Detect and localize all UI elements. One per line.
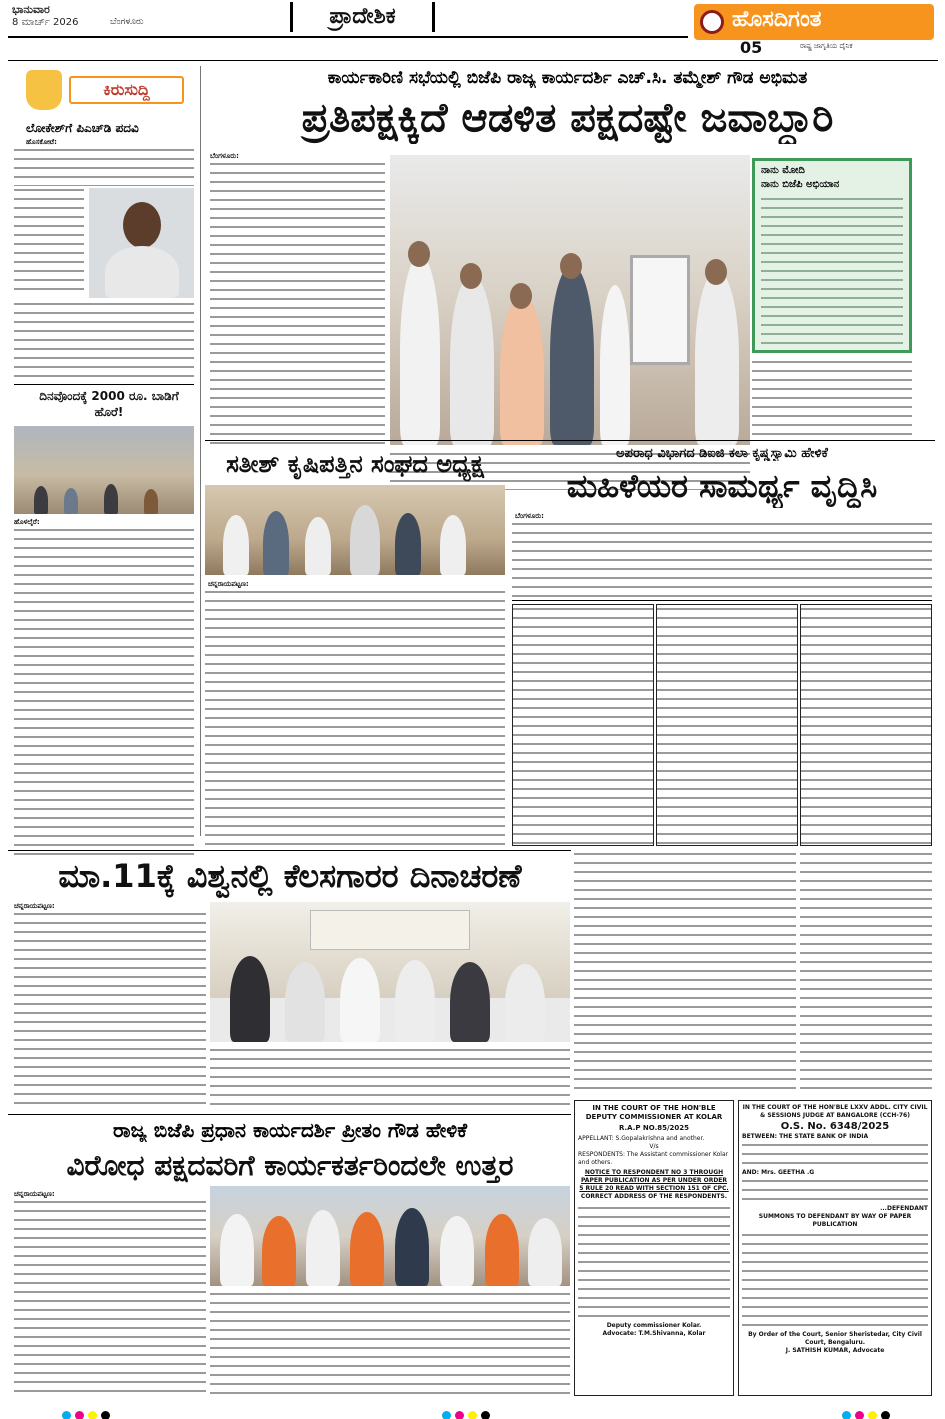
brief1-text-side [14,186,84,296]
story5-top-rule [8,1114,571,1115]
ad1-advocate: Advocate: T.M.Shivanna, Kolar [602,1330,706,1337]
brief1-title: ಲೋಕೇಶ್‌ಗೆ ಪಿಎಚ್‌ಡಿ ಪದವಿ [26,121,139,135]
story4-photo [210,902,570,1042]
hand-icon [26,70,62,110]
briefs-column [14,66,196,854]
story5-kicker: ರಾಜ್ಯ ಬಿಜೆಪಿ ಪ್ರಧಾನ ಕಾರ್ಯದರ್ಶಿ ಪ್ರೀತಂ ಗೌಡ ಹೇಳಿಕೆ [112,1118,468,1142]
story5-text-col2 [210,1290,570,1398]
ad1-case: R.A.P NO.85/2025 [618,1124,690,1132]
ad1-address: CORRECT ADDRESS OF THE RESPONDENTS. [580,1193,728,1200]
story4-dateline: ಚನ್ನರಾಯಪಟ್ಟಣ: [14,902,55,910]
ad1-footer: Deputy commissioner Kolar. [606,1322,702,1329]
lead-text-col1 [210,160,385,445]
legal-notice-3 [800,604,932,846]
court-notice-bangalore [738,1100,932,1396]
story3-text [512,520,932,598]
story5-photo [210,1186,570,1286]
brief2-text [14,526,194,856]
lead-bottom-rule [205,440,935,441]
issue-day: ಭಾನುವಾರ [12,3,50,16]
brief2-title: ದಿನವೊಂದಕ್ಕೆ 2000 ರೂ. ಬಾಡಿಗೆ ಹೊರೆ! [39,389,179,419]
brief1-text-2 [14,300,194,382]
registration-marks-center [440,1405,492,1419]
brief1-dateline: ಹೊಸಕೋಟೆ: [26,138,57,146]
ad2-body [742,1231,928,1331]
brand-tagline: ರಾಷ್ಟ್ರ ಜಾಗೃತಿಯ ದೈನಿಕ [800,42,853,50]
registration-marks-right [840,1405,892,1419]
lead-dateline: ಬೆಂಗಳೂರು: [210,152,239,160]
header-rule-bottom [8,60,938,61]
story3-dateline: ಬೆಂಗಳೂರು: [515,512,544,520]
ad2-between: BETWEEN: THE STATE BANK OF INDIA [742,1133,869,1140]
page-number: 05 [740,38,763,57]
issue-date: 8 ಮಾರ್ಚ್ 2026 [12,17,79,28]
briefs-label: ಕಿರುಸುದ್ದಿ [69,76,184,104]
ad2-case: O.S. No. 6348/2025 [780,1121,890,1132]
briefs-badge [14,66,194,116]
registration-marks-left [60,1405,112,1419]
ad2-order: By Order of the Court, Senior Sheristedar, City Civil Court, Bengaluru. [748,1331,922,1346]
legal-notice-1 [512,604,654,846]
brief-divider [14,384,194,385]
brief2-dateline: ಹೊಳಲ್ಕೆರೆ: [14,518,40,526]
lead-text-col3 [752,358,912,438]
story2-text [205,588,505,846]
lead-headline: ಪ್ರತಿಪಕ್ಷಕ್ಕಿದೆ ಆಡಳಿತ ಪಕ್ಷದಷ್ಟೇ ಜವಾಬ್ದಾರಿ [301,95,834,141]
ad2-defendant-address [742,1177,928,1205]
ad2-plaintiff [742,1141,928,1169]
legal-notice-2 [656,604,798,846]
ad2-and: AND: Mrs. GEETHA .G [742,1169,815,1176]
lead-photo [390,155,750,445]
story2-dateline: ಚನ್ನರಾಯಪಟ್ಟಣ: [208,580,249,588]
lead-kicker: ಕಾರ್ಯಕಾರಿಣಿ ಸಭೆಯಲ್ಲಿ ಬಿಜೆಪಿ ರಾಜ್ಯ ಕಾರ್ಯದರ್ಶಿ ಎಚ್.ಸಿ. ತಮ್ಮೇಶ್ ಗೌಡ ಅಭಿಮತ [327,68,808,88]
court-notice-kolar [574,1100,734,1396]
ad1-respondents: RESPONDENTS: The Assistant commissioner Kolar and others. [578,1151,729,1166]
lamp-icon [700,10,724,34]
brand-logo [694,4,934,40]
brief1-text [14,146,194,186]
portrait-frame [630,255,690,365]
banner [310,910,470,950]
brand-name: ಹೊಸದಿಗಂತ [732,6,822,32]
story2-photo [205,485,505,575]
story5-dateline: ಚನ್ನರಾಯಪಟ್ಟಣ: [14,1190,55,1198]
sidebox [752,158,912,353]
ad1-title: IN THE COURT OF THE HON'BLE DEPUTY COMMISSIONER AT KOLAR [585,1104,723,1121]
ad2-title: IN THE COURT OF THE HON'BLE LXXV ADDL. CITY CIVIL & SESSIONS JUDGE AT BANGALORE (CCH-76) [742,1104,928,1119]
sidebox-line2: ನಾನು ಬಿಜೆಪಿ ಅಭಿಯಾನ [761,179,840,190]
story3-kicker: ಅಪರಾಧ ವಿಭಾಗದ ಡಿಐಜಿ ಕಲಾ ಕೃಷ್ಣಸ್ವಾಮಿ ಹೇಳಿಕೆ [616,446,828,461]
issue-city: ಬೆಂಗಳೂರು [110,17,144,27]
story4-top-rule [8,850,571,851]
story5-text-col1 [14,1198,206,1398]
column-divider [200,66,201,836]
ad1-vs: V/s [649,1143,659,1150]
ad1-notice: NOTICE TO RESPONDENT NO 3 THROUGH PAPER PUBLICATION AS PER UNDER ORDER 5 RULE 20 READ WITH SECTION 151 OF CPC. [579,1169,729,1192]
story4-headline: ಮಾ.11ಕ್ಕೆ ವಿಶ್ವನಲ್ಲಿ ಕೆಲಸಗಾರರ ದಿನಾಚರಣೆ [58,857,522,895]
sidebox-line1: ನಾನು ಮೋದಿ [761,165,805,176]
ad2-summons: SUMMONS TO DEFENDANT BY WAY OF PAPER PUBLICATION [758,1213,912,1228]
masthead [0,0,945,58]
ad2-advocate: J. SATHISH KUMAR, Advocate [785,1347,885,1354]
mid-legal-column [574,850,796,1096]
story3-headline: ಮಹಿಳೆಯರ ಸಾಮರ್ಥ್ಯ ವೃದ್ಧಿಸಿ [566,467,878,505]
story4-text-col1 [14,910,206,1110]
header-rule [8,36,688,38]
section-title: ಪ್ರಾದೇಶಿಕ [290,2,435,32]
story5-headline: ವಿರೋಧ ಪಕ್ಷದವರಿಗೆ ಕಾರ್ಯಕರ್ತರಿಂದಲೇ ಉತ್ತರ [66,1149,514,1182]
story4-text-col2 [210,1046,570,1110]
ad1-appellant: APPELLANT: S.Gopalakrishna and another. [578,1135,705,1142]
sidebox-text [761,195,903,347]
ad1-body [578,1204,730,1322]
brief2-photo [14,426,194,514]
ad2-defendant: ...DEFENDANT [880,1205,928,1212]
story3-rule [512,600,932,601]
story2-headline: ಸತೀಶ್ ಕೃಷಿಪತ್ತಿನ ಸಂಘದ ಅಧ್ಯಕ್ಷ [226,450,484,478]
right-legal-column [800,850,932,1096]
brief1-portrait [89,188,194,298]
